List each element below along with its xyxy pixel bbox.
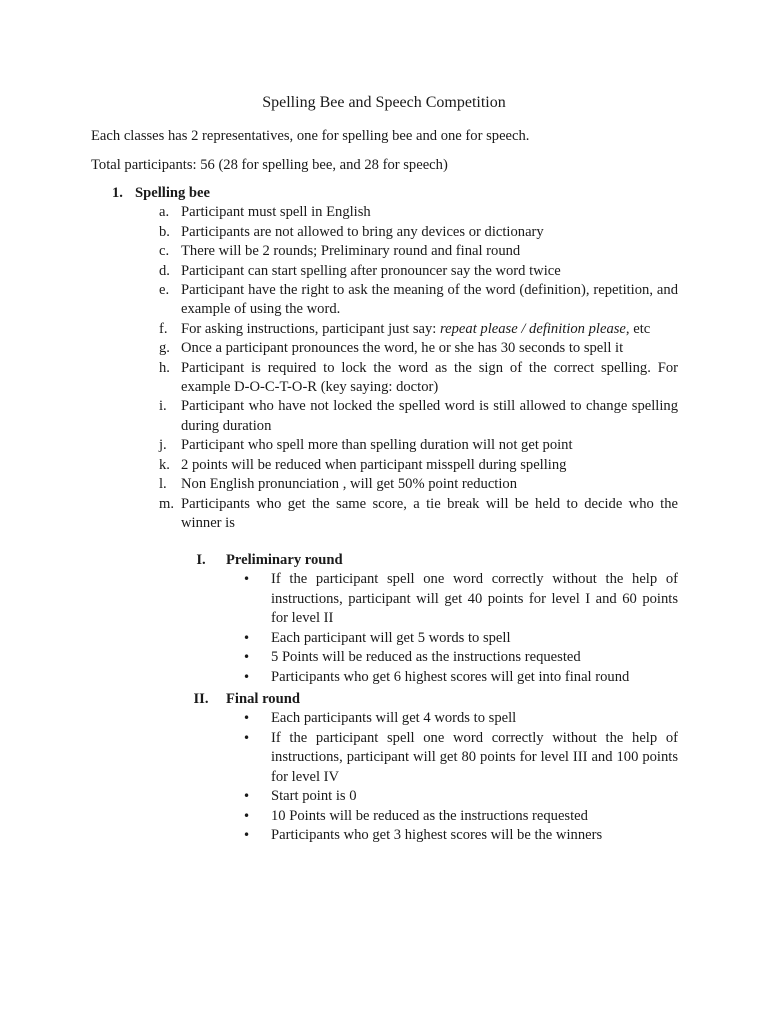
list-marker: h.: [159, 359, 170, 376]
spelling-bee-section: [112, 184, 678, 533]
bullet-item: • Participants who get 6 highest scores will get into final round: [271, 668, 678, 688]
list-item-text: Once a participant pronounces the word, he or she has 30 seconds to spell it: [181, 340, 624, 357]
page-title: Spelling Bee and Speech Competition: [262, 94, 506, 111]
list-item-text: For asking instructions, participant just say:: [181, 320, 441, 337]
list-item: [159, 339, 678, 358]
final-rules-list: [188, 709, 678, 846]
bullet-item: • Participants who get 3 highest scores will be the winners: [271, 826, 678, 846]
bullet-item: • If the participant spell one word correctly without the help of instructions, participant will get 40 points for level I and 60 points for level II: [271, 570, 678, 629]
list-marker: i.: [159, 398, 167, 415]
list-marker: k.: [159, 456, 170, 473]
round-title: Preliminary round: [226, 552, 343, 568]
list-item-text: Participants are not allowed to bring any devices or dictionary: [181, 223, 544, 240]
list-marker: b.: [159, 223, 170, 240]
list-item: [159, 281, 678, 320]
list-item-text: 2 points will be reduced when participant misspell during spelling: [181, 456, 567, 473]
round-heading: [188, 550, 678, 570]
list-item-text: Participant must spell in English: [181, 204, 371, 221]
round-heading: [188, 689, 678, 709]
section-number: 1.: [112, 185, 123, 201]
list-item-text: There will be 2 rounds; Preliminary round and final round: [181, 243, 521, 260]
bullet-item: • Each participant will get 5 words to spell: [271, 629, 678, 649]
section-title: Spelling bee: [135, 185, 211, 201]
list-item-text: Participant have the right to ask the meaning of the word (definition), repetition, and example of using the word.: [181, 282, 678, 318]
list-item-text: Participant who have not locked the spelled word is still allowed to change spelling during duration: [181, 398, 678, 434]
round-numeral: I.: [196, 552, 206, 568]
list-item: [159, 203, 678, 222]
bullet-item: • 10 Points will be reduced as the instructions requested: [271, 807, 678, 827]
list-item: [159, 359, 678, 398]
intro-total-participants: Total participants: 56 (28 for spelling bee, and 28 for speech): [91, 157, 448, 173]
list-marker: d.: [159, 262, 170, 279]
preliminary-round-block: [188, 550, 678, 687]
list-item-italic-text: repeat please / definition please: [440, 320, 626, 337]
section-heading: [112, 184, 678, 203]
list-item: [159, 262, 678, 281]
list-item-text: Participants who get the same score, a tie break will be held to decide who the winner is: [181, 495, 678, 531]
list-marker: a.: [159, 204, 170, 221]
rules-list: [112, 203, 678, 533]
list-item: [159, 436, 678, 455]
list-item-text: Participant can start spelling after pronouncer say the word twice: [181, 262, 561, 279]
list-item: [159, 397, 678, 436]
bullet-item: • If the participant spell one word correctly without the help of instructions, participant will get 80 points for level III and 100 points for level IV: [271, 729, 678, 788]
round-title: Final round: [226, 691, 300, 707]
list-marker: e.: [159, 282, 170, 299]
final-round-block: [188, 689, 678, 846]
bullet-item: • Start point is 0: [271, 787, 678, 807]
list-marker: j.: [159, 437, 167, 454]
round-numeral: II.: [193, 691, 209, 707]
list-item-text: Participant who spell more than spelling duration will not get point: [181, 437, 573, 454]
list-item-text: Non English pronunciation , will get 50% point reduction: [181, 476, 518, 493]
bullet-item: • Each participants will get 4 words to spell: [271, 709, 678, 729]
list-marker: m.: [159, 495, 174, 512]
bullet-item: • 5 Points will be reduced as the instructions requested: [271, 648, 678, 668]
list-item: [159, 456, 678, 475]
list-item: [159, 223, 678, 242]
list-marker: l.: [159, 476, 167, 493]
list-marker: c.: [159, 243, 170, 260]
list-marker: f.: [159, 320, 168, 337]
list-item: [159, 475, 678, 494]
list-item-text: Participant is required to lock the word as the sign of the correct spelling. For example D-O-C-T-O-R (key saying: doctor): [181, 359, 678, 396]
list-marker: g.: [159, 340, 170, 357]
list-item: [159, 320, 678, 339]
list-item-text-end: , etc: [625, 320, 651, 337]
intro-representatives: Each classes has 2 representatives, one for spelling bee and one for speech.: [91, 128, 530, 144]
preliminary-rules-list: [188, 570, 678, 687]
list-item: [159, 242, 678, 261]
list-item: [159, 495, 678, 534]
